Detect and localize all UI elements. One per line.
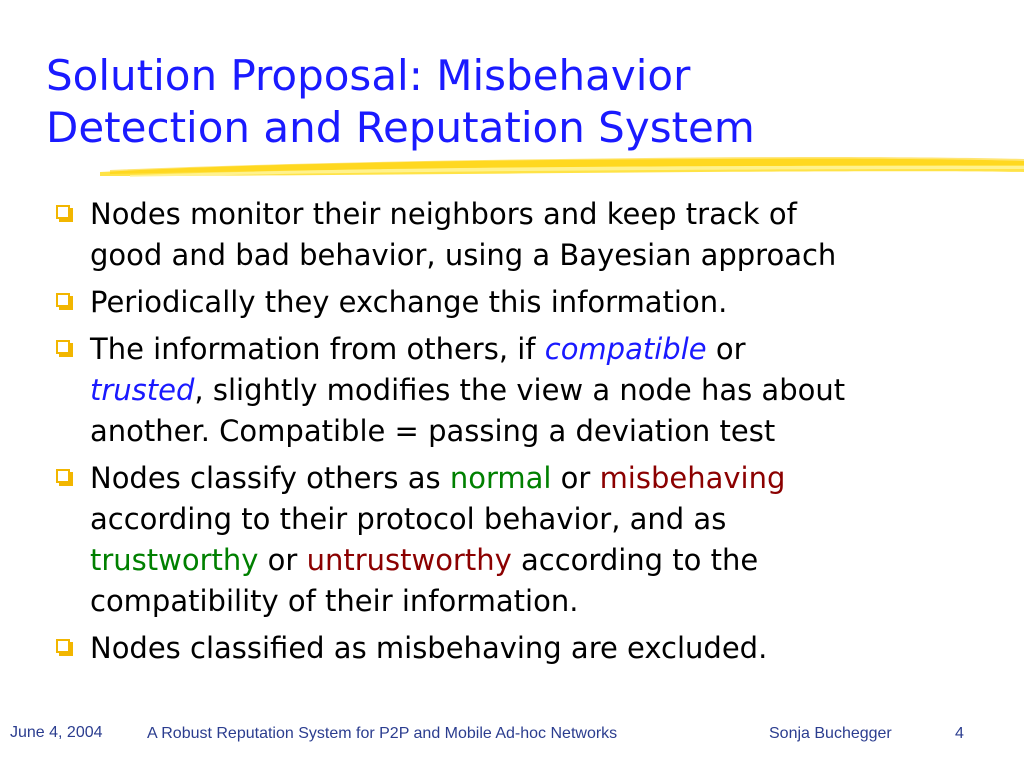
- slide-title-line-1: Solution Proposal: Misbehavior: [46, 51, 691, 100]
- bullet-square-icon: [56, 293, 70, 307]
- slide-title-line-2: Detection and Reputation System: [46, 103, 755, 152]
- bullet-3-or: or: [706, 332, 746, 366]
- bullet-list: [54, 194, 1004, 675]
- bullet-item: [54, 458, 1004, 622]
- bullet-4-or-2: or: [258, 543, 307, 577]
- bullet-3-line-3: another. Compatible = passing a deviation test: [90, 414, 776, 448]
- bullet-1-line-1: Nodes monitor their neighbors and keep track of: [90, 197, 797, 231]
- bullet-square-icon: [56, 205, 70, 219]
- bullet-4-line-4: compatibility of their information.: [90, 584, 579, 618]
- bullet-4-line-2: according to their protocol behavior, and as: [90, 502, 727, 536]
- bullet-square-icon: [56, 340, 70, 354]
- bullet-2-text: Periodically they exchange this information.: [90, 285, 728, 319]
- bullet-item: [54, 628, 1004, 669]
- bullet-5-text: Nodes classified as misbehaving are excluded.: [90, 631, 768, 665]
- footer-author: Sonja Buchegger: [769, 725, 892, 742]
- slide-title: [46, 50, 755, 154]
- term-compatible: compatible: [544, 332, 707, 366]
- bullet-3-post: , slightly modifies the view a node has about: [194, 373, 846, 407]
- bullet-square-icon: [56, 639, 70, 653]
- bullet-4-post: according to the: [511, 543, 759, 577]
- bullet-item: [54, 194, 1004, 276]
- bullet-4-pre: Nodes classify others as: [90, 461, 450, 495]
- term-untrustworthy: untrustworthy: [306, 543, 512, 577]
- title-underline-swoosh: [100, 150, 1024, 184]
- footer-date: June 4, 2004: [10, 724, 103, 741]
- term-misbehaving: misbehaving: [599, 461, 786, 495]
- term-trustworthy: trustworthy: [90, 543, 259, 577]
- bullet-item: [54, 329, 1004, 452]
- bullet-4-or-1: or: [551, 461, 600, 495]
- term-normal: normal: [449, 461, 552, 495]
- bullet-3-pre: The information from others, if: [90, 332, 545, 366]
- term-trusted: trusted: [90, 373, 195, 407]
- slide-number: 4: [955, 725, 964, 742]
- footer-presentation-title: A Robust Reputation System for P2P and Mobile Ad-hoc Networks: [147, 725, 618, 742]
- bullet-square-icon: [56, 469, 70, 483]
- bullet-1-line-2: good and bad behavior, using a Bayesian approach: [90, 238, 837, 272]
- bullet-item: [54, 282, 1004, 323]
